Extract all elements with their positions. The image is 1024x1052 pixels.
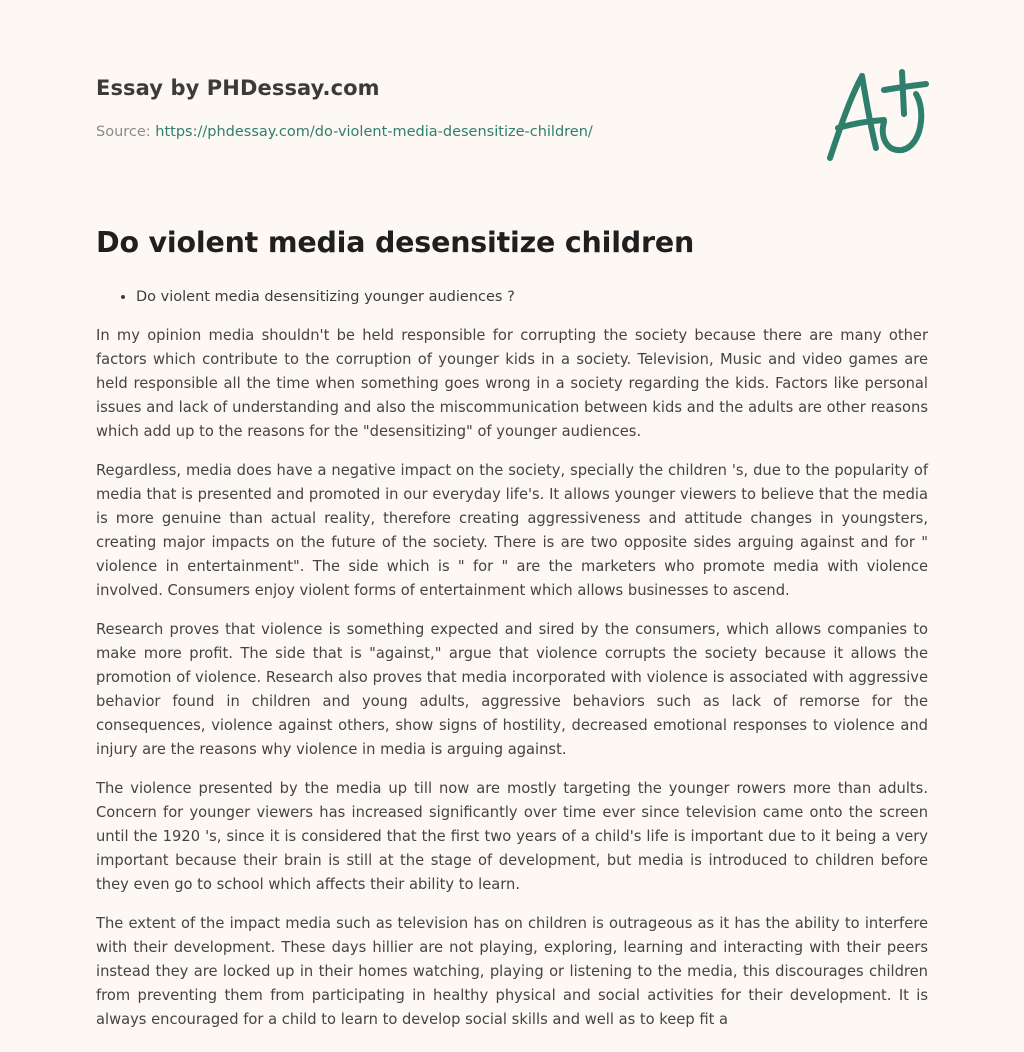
a-plus-logo-icon (822, 66, 930, 166)
essay-paragraph: In my opinion media shouldn't be held responsible for corrupting the society because there are many other factors which contribute to the corruption of younger kids in a society. Television, Music and video games are held responsible all the time when something goes wrong in a society regarding the kids. Factors like personal issues and lack of understanding and also the miscommunication between kids and the adults are other reasons which add up to the reasons for the "desensitizing" of younger audiences. (96, 327, 928, 440)
source-line (96, 124, 593, 140)
essay-paragraph: The extent of the impact media such as television has on children is outrageous as it has the ability to interfere with their development. These days hillier are not playing, exploring, learning and interacting with their peers instead they are locked up in their homes watching, playing or listening to the media, this discourages children from preventing them from participating in healthy physical and social activities for their development. It is always encouraged for a child to learn to develop social skills and well as to keep fit a (96, 915, 928, 1028)
a-plus-grade-logo (822, 66, 930, 166)
source-link[interactable]: https://phdessay.com/do-violent-media-desensitize-children/ (155, 124, 593, 140)
essay-paragraph: The violence presented by the media up till now are mostly targeting the younger rowers more than adults. Concern for younger viewers has increased significantly over time ever since television came onto the screen until the 1920 's, since it is considered that the first two years of a child's life is important due to it being a very important because their brain is still at the stage of development, but media is introduced to children before they even go to school which affects their ability to learn. (96, 780, 928, 893)
essay-title: Do violent media desensitize children (96, 226, 695, 259)
essay-paragraph: Regardless, media does have a negative impact on the society, specially the children 's, due to the popularity of media that is presented and promoted in our everyday life's. It allows younger viewers to believe that the media is more genuine than actual reality, therefore creating aggressiveness and attitude changes in youngsters, creating major impacts on the future of the society. There is are two opposite sides arguing against and for " violence in entertainment". The side which is " for " are the marketers who promote media with violence involved. Consumers enjoy violent forms of entertainment which allows businesses to ascend. (96, 462, 928, 599)
essay-paragraph: Research proves that violence is something expected and sired by the consumers, which allows companies to make more profit. The side that is "against," argue that violence corrupts the society because it allows the promotion of violence. Research also proves that media incorporated with violence is associated with aggressive behavior found in children and young adults, aggressive behaviors such as lack of remorse for the consequences, violence against others, show signs of hostility, decreased emotional responses to violence and injury are the reasons why violence in media is arguing against. (96, 621, 928, 758)
bullet-item: • Do violent media desensitizing younger audiences ? (136, 286, 515, 308)
site-title: Essay by PHDessay.com (96, 76, 380, 100)
essay-bullet-list (96, 286, 515, 308)
essay-body (96, 324, 928, 1047)
source-label: Source: (96, 124, 151, 140)
